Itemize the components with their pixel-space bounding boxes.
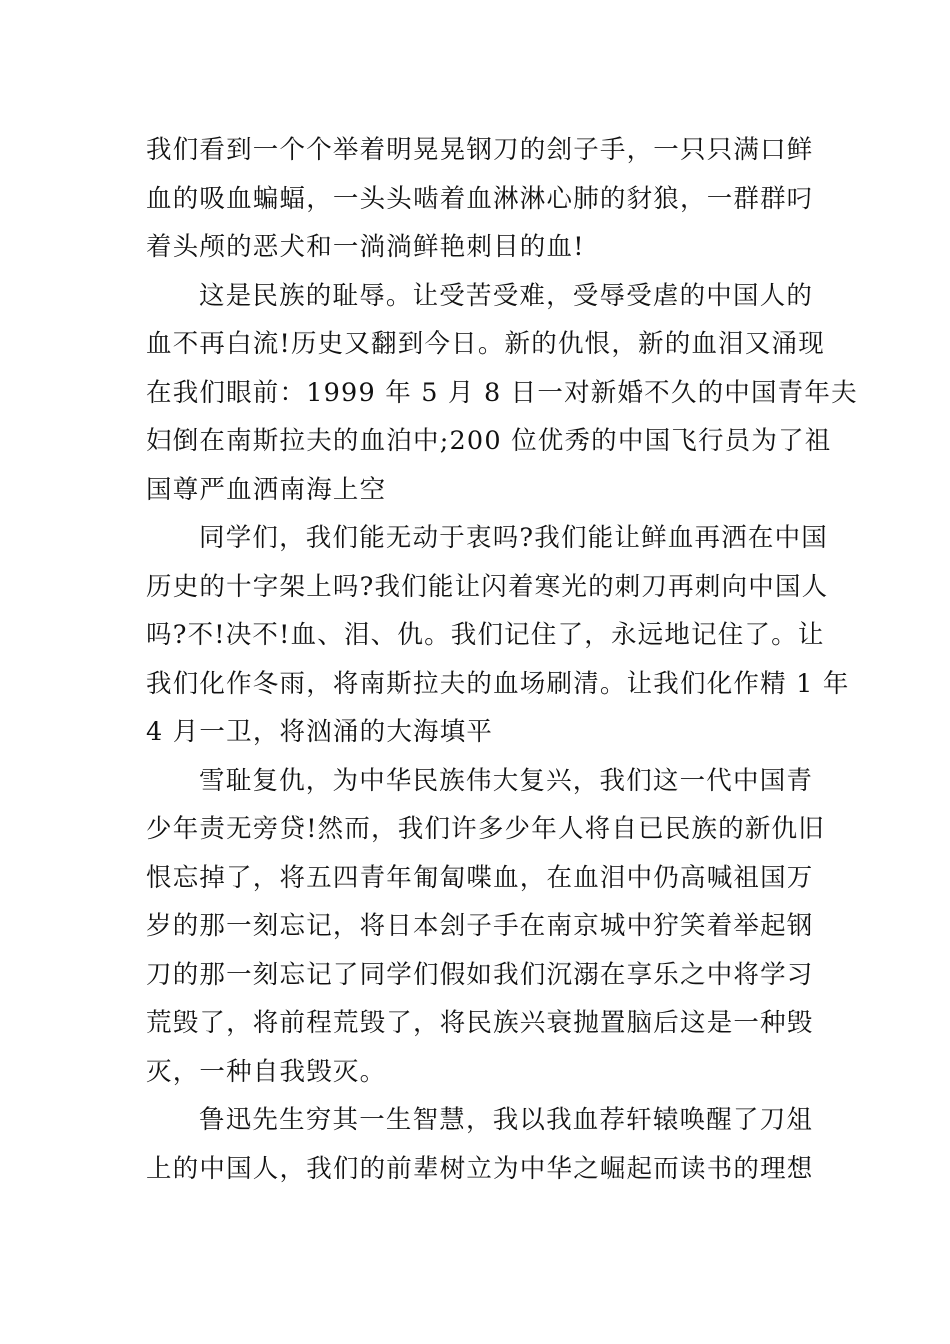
text-line: 国尊严血洒南海上空 [146,474,387,505]
text-line: 少年责无旁贷!然而，我们许多少年人将自已民族的新仇旧 [146,814,825,844]
text-line: 妇倒在南斯拉夫的血泊中;200 位优秀的中国飞行员为了祖 [146,426,832,456]
text-line: 上的中国人，我们的前辈树立为中华之崛起而读书的理想 [146,1153,814,1184]
text-line: 吗?不!决不!血、泪、仇。我们记住了，永远地记住了。让 [146,620,825,650]
text-line: 在我们眼前：1999 年 5 月 8 日一对新婚不久的中国青年夫 [146,377,858,408]
text-line: 灭，一种自我毁灭。 [146,1056,387,1087]
paragraph-5 [146,1096,814,1193]
paragraph-2 [146,272,858,515]
text-line: 岁的那一刻忘记，将日本刽子手在南京城中狞笑着举起钢 [146,911,814,941]
text-line: 历史的十字架上吗?我们能让闪着寒光的刺刀再刺向中国人 [146,571,829,602]
text-line: 4 月一卫，将汹涌的大海填平 [146,717,494,747]
text-line: 我们看到一个个举着明晃晃钢刀的刽子手，一只只满口鲜 [146,135,814,165]
document-text-body [146,126,858,1193]
text-line: 鲁迅先生穷其一生智慧，我以我血荐轩辕唤醒了刀俎 [199,1105,814,1135]
text-line: 这是民族的耻辱。让受苦受难，受辱受虐的中国人的 [199,280,814,311]
text-line: 血不再白流!历史又翻到今日。新的仇恨，新的血泪又涌现 [146,329,825,359]
text-line: 我们化作冬雨，将南斯拉夫的血场刷清。让我们化作精 1 年 [146,668,850,699]
text-line: 恨忘掉了，将五四青年匍匐喋血，在血泪中仍高喊祖国万 [146,862,814,893]
text-line: 同学们，我们能无动于衷吗?我们能让鲜血再洒在中国 [199,523,828,553]
paragraph-3 [146,514,850,757]
text-line: 血的吸血蝙蝠，一头头啮着血淋淋心肺的豺狼，一群群叼 [146,183,814,214]
text-line: 荒毁了，将前程荒毁了，将民族兴衰抛置脑后这是一种毁 [146,1008,814,1038]
text-line: 刀的那一刻忘记了同学们假如我们沉溺在享乐之中将学习 [146,959,814,990]
text-line: 着头颅的恶犬和一淌淌鲜艳刺目的血! [146,232,585,262]
paragraph-4 [146,757,825,1097]
paragraph-1 [146,126,814,272]
text-line: 雪耻复仇，为中华民族伟大复兴，我们这一代中国青 [199,765,814,796]
